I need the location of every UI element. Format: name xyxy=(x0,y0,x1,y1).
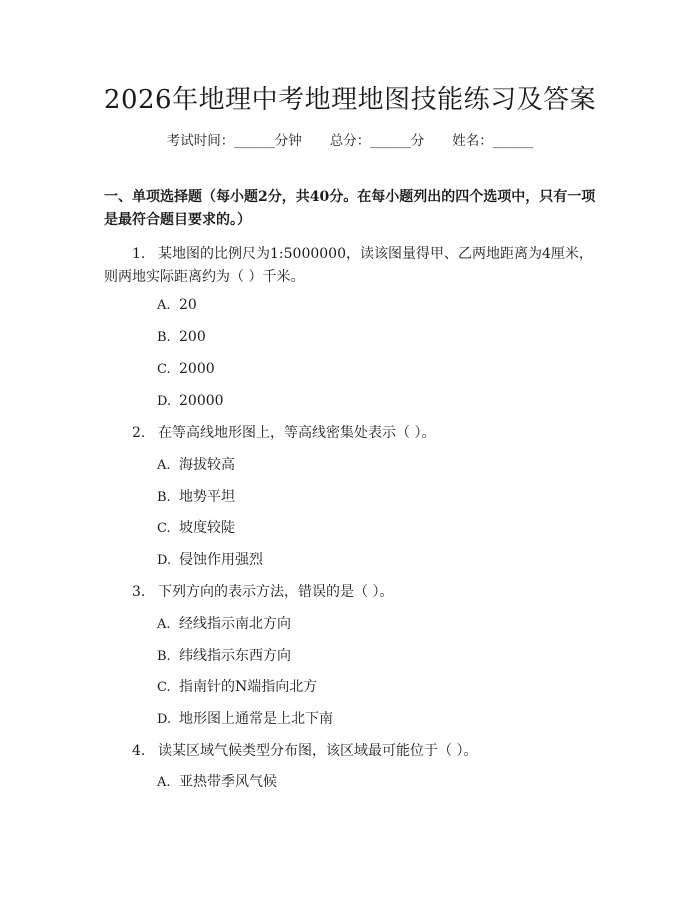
option-1c xyxy=(157,359,215,380)
option-letter: B. xyxy=(157,490,171,505)
section-heading: 一、单项选择题（每小题2分，共40分。在每小题列出的四个选项中，只有一项是最符合题目要求的。） xyxy=(104,189,596,228)
option-3a xyxy=(157,614,291,635)
option-letter: C. xyxy=(157,521,171,536)
option-text: 2000 xyxy=(179,361,215,377)
exam-meta xyxy=(0,131,700,151)
option-text: 经线指示南北方向 xyxy=(179,616,291,632)
page-title: 2026年地理中考地理地图技能练习及答案 xyxy=(103,85,597,115)
option-2c xyxy=(157,518,235,539)
option-1a xyxy=(157,295,197,316)
option-letter: A. xyxy=(157,458,171,473)
question-text: 某地图的比例尺为1:5000000，读该图量得甲、乙两地距离为4厘米，则两地实际距离约为（ ）千米。 xyxy=(104,246,593,285)
option-letter: D. xyxy=(157,553,172,568)
option-letter: C. xyxy=(157,362,171,377)
option-text: 地势平坦 xyxy=(179,489,235,505)
option-letter: A. xyxy=(157,298,171,313)
option-text: 200 xyxy=(179,329,206,345)
question-number: 1. xyxy=(132,246,146,262)
question-number: 4. xyxy=(132,743,146,759)
option-letter: C. xyxy=(157,680,171,695)
option-text: 20 xyxy=(179,297,197,313)
question-text: 读某区域气候类型分布图，该区域最可能位于（ ）。 xyxy=(158,743,478,759)
option-text: 海拔较高 xyxy=(179,457,235,473)
option-letter: D. xyxy=(157,712,172,727)
question-number: 3. xyxy=(132,584,146,600)
option-3d xyxy=(157,709,333,730)
option-2b xyxy=(157,487,235,508)
option-3b xyxy=(157,646,291,667)
option-letter: A. xyxy=(157,775,171,790)
question-4 xyxy=(104,740,604,763)
option-text: 纬线指示东西方向 xyxy=(179,648,291,664)
option-4a xyxy=(157,772,277,793)
exam-time-field: 考试时间：______分钟 xyxy=(166,133,302,149)
option-2d xyxy=(157,550,263,571)
student-name-field: 姓名：______ xyxy=(452,133,534,149)
option-text: 亚热带季风气候 xyxy=(179,774,277,790)
option-letter: A. xyxy=(157,617,171,632)
question-text: 下列方向的表示方法，错误的是（ ）。 xyxy=(158,584,394,600)
option-text: 指南针的N端指向北方 xyxy=(179,679,318,695)
option-letter: B. xyxy=(157,649,171,664)
option-text: 坡度较陡 xyxy=(179,520,235,536)
question-1 xyxy=(104,243,604,289)
option-1b xyxy=(157,327,206,348)
question-3 xyxy=(104,581,604,604)
total-score-field: 总分：______分 xyxy=(329,133,425,149)
question-2 xyxy=(104,422,604,445)
option-text: 20000 xyxy=(179,393,224,409)
question-number: 2. xyxy=(132,425,146,441)
option-text: 地形图上通常是上北下南 xyxy=(179,711,333,727)
option-letter: B. xyxy=(157,330,171,345)
option-2a xyxy=(157,455,235,476)
option-1d xyxy=(157,391,224,412)
question-text: 在等高线地形图上，等高线密集处表示（ ）。 xyxy=(158,425,436,441)
option-letter: D. xyxy=(157,394,172,409)
option-text: 侵蚀作用强烈 xyxy=(179,552,263,568)
option-3c xyxy=(157,677,317,698)
